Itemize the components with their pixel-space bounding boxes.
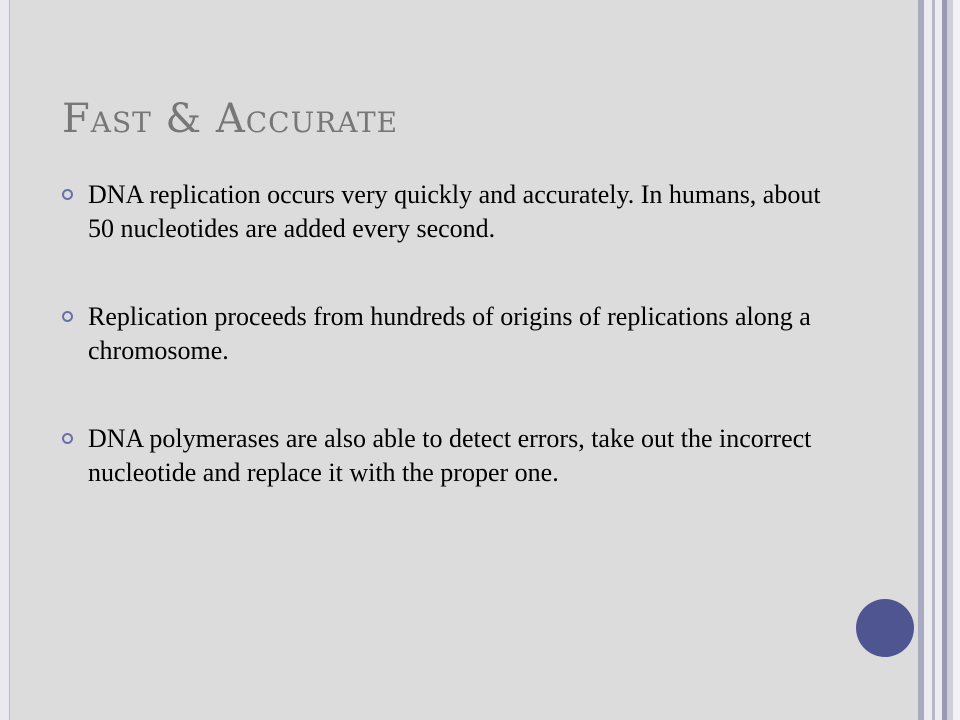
- bullet-circle-icon: [62, 433, 73, 444]
- bullet-text: DNA polymerases are also able to detect errors, take out the incorrect nucleotide and replace it with the proper one.: [88, 424, 812, 487]
- bullet-item: [62, 300, 822, 368]
- bullet-text: Replication proceeds from hundreds of origins of replications along a chromosome.: [88, 302, 811, 365]
- bullet-circle-icon: [62, 311, 73, 322]
- bullet-circle-icon: [62, 189, 73, 200]
- right-decorative-stripe: [924, 0, 932, 720]
- bullet-text: DNA replication occurs very quickly and accurately. In humans, about 50 nucleotides are added every second.: [88, 180, 821, 243]
- bullet-list: [62, 178, 822, 544]
- slide-title: Fast & Accurate: [62, 96, 399, 142]
- right-decorative-stripe: [953, 0, 960, 720]
- right-decorative-stripe: [935, 0, 942, 720]
- left-edge-stripe: [0, 0, 10, 720]
- bullet-item: [62, 178, 822, 246]
- bullet-item: [62, 422, 822, 490]
- decorative-circle: [856, 599, 914, 657]
